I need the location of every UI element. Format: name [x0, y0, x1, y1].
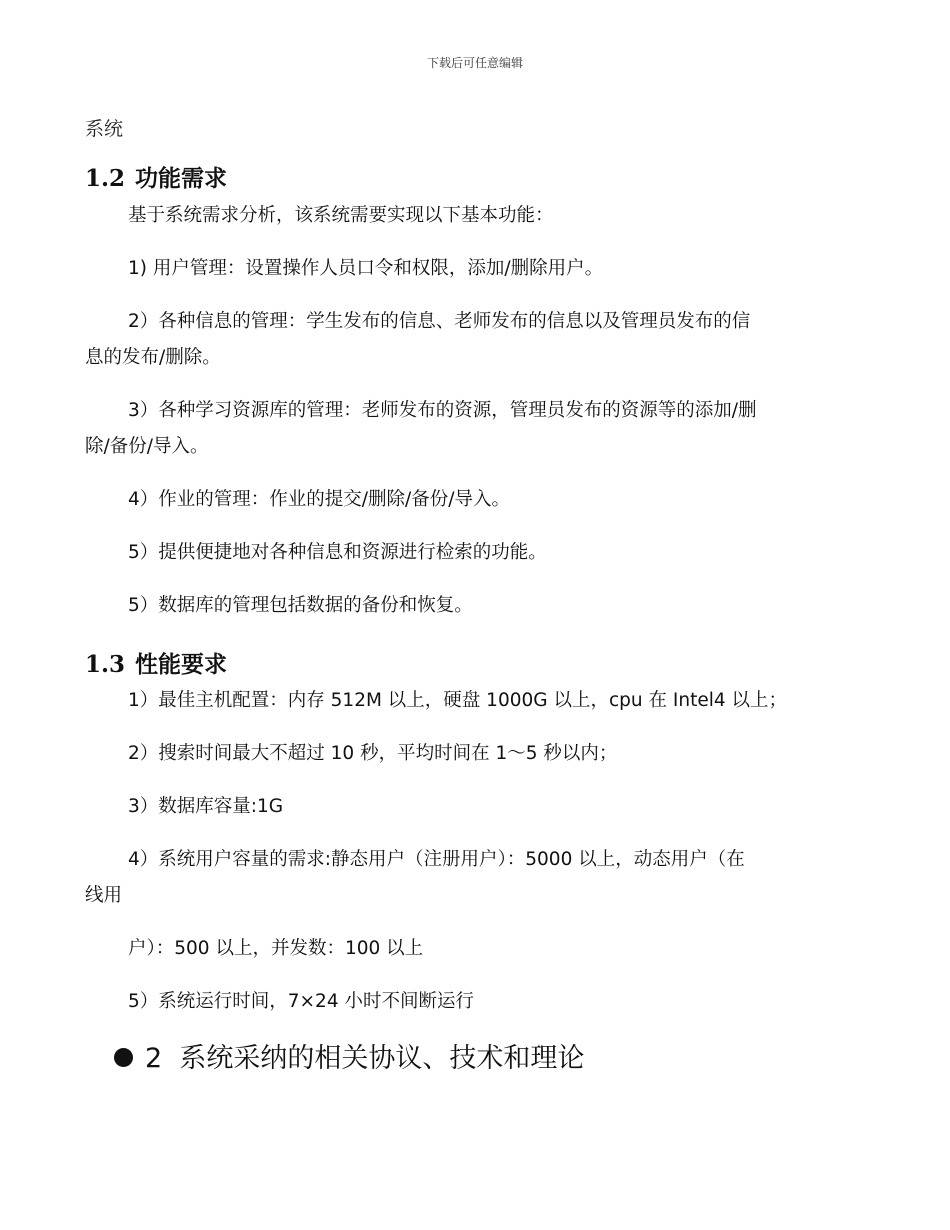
paragraph-line: 4）系统用户容量的需求:静态用户（注册用户）：5000 以上，动态用户（在	[128, 849, 745, 870]
paragraph-line: 息的发布/删除。	[85, 347, 221, 368]
section-number: 1.3	[85, 651, 126, 678]
paragraph-line: 1) 用户管理：设置操作人员口令和权限，添加/删除用户。	[128, 258, 604, 279]
section-heading-1-2	[85, 160, 227, 193]
paragraph-line: 5）数据库的管理包括数据的备份和恢复。	[128, 595, 473, 616]
page-header: 下载后可任意编辑	[426, 56, 523, 70]
paragraph-line: 除/备份/导入。	[85, 436, 209, 457]
paragraph-line: 2）各种信息的管理：学生发布的信息、老师发布的信息以及管理员发布的信	[128, 311, 751, 332]
paragraph-line: 5）系统运行时间，7×24 小时不间断运行	[128, 991, 474, 1012]
chapter-heading	[114, 1036, 584, 1075]
continued-fragment: 系统	[85, 118, 124, 140]
section-heading-1-3	[85, 646, 227, 679]
section-number: 1.2	[85, 165, 126, 192]
paragraph-line: 3）数据库容量:1G	[128, 796, 284, 817]
section-title: 性能要求	[135, 651, 227, 678]
paragraph-line: 5）提供便捷地对各种信息和资源进行检索的功能。	[128, 542, 547, 563]
paragraph-line: 1）最佳主机配置：内存 512M 以上，硬盘 1000G 以上，cpu 在 Intel4 以上；	[128, 690, 787, 711]
chapter-title: 系统采纳的相关协议、技术和理论	[179, 1043, 585, 1074]
section-title: 功能需求	[135, 165, 227, 192]
paragraph-line: 基于系统需求分析，该系统需要实现以下基本功能：	[128, 205, 554, 226]
chapter-number: 2	[145, 1043, 163, 1074]
paragraph-line: 户）：500 以上，并发数：100 以上	[128, 938, 424, 959]
paragraph-line: 4）作业的管理：作业的提交/删除/备份/导入。	[128, 489, 510, 510]
paragraph-line: 线用	[85, 885, 123, 906]
paragraph-line: 2）搜索时间最大不超过 10 秒，平均时间在 1～5 秒以内；	[128, 743, 618, 764]
paragraph-line: 3）各种学习资源库的管理：老师发布的资源，管理员发布的资源等的添加/删	[128, 400, 757, 421]
bullet-icon	[114, 1048, 133, 1067]
